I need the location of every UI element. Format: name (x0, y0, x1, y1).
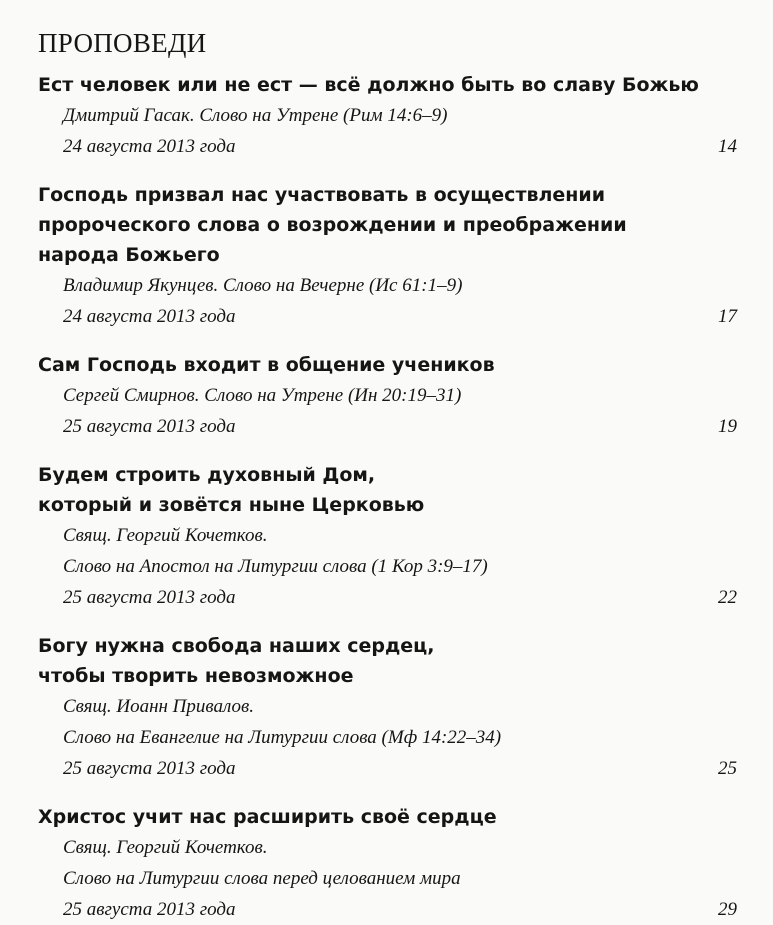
toc-entry-2 (38, 180, 737, 332)
toc-entry-1 (38, 70, 737, 162)
page-number: 14 (718, 136, 737, 157)
toc-entry-6 (38, 802, 737, 925)
page-number: 22 (718, 587, 737, 608)
toc-entry-5 (38, 631, 737, 784)
entry-meta: Свящ. Георгий Кочетков. Слово на Литургии слова перед целованием мира 25 августа 2013 года (63, 837, 461, 920)
entry-title: Ест человек или не ест — всё должно быть во славу Божью (38, 74, 699, 96)
page-number: 19 (718, 416, 737, 437)
entry-meta: Дмитрий Гасак. Слово на Утрене (Рим 14:6–9) 24 августа 2013 года (63, 105, 448, 157)
toc-entry-4 (38, 460, 737, 613)
page-number: 17 (718, 306, 737, 327)
entry-title: Богу нужна свобода наших сердец, чтобы творить невозможное (38, 635, 435, 687)
entry-title: Сам Господь входит в общение учеников (38, 354, 495, 376)
toc-entry-3 (38, 350, 737, 442)
entry-title: Господь призвал нас участвовать в осуществлении пророческого слова о возрождении и преображении народа Божьего (38, 184, 627, 266)
page-number: 25 (718, 758, 737, 779)
entry-title: Будем строить духовный Дом, который и зовётся ныне Церковью (38, 464, 425, 516)
entry-meta: Свящ. Иоанн Привалов. Слово на Евангелие на Литургии слова (Мф 14:22–34) 25 августа 2013 года (63, 696, 502, 779)
entry-meta: Владимир Якунцев. Слово на Вечерне (Ис 61:1–9) 24 августа 2013 года (63, 275, 463, 327)
section-title: ПРОПОВЕДИ (38, 28, 207, 58)
entry-meta: Сергей Смирнов. Слово на Утрене (Ин 20:19–31) 25 августа 2013 года (63, 385, 462, 437)
entry-title: Христос учит нас расширить своё сердце (38, 806, 497, 828)
page-number: 29 (718, 899, 737, 920)
entry-meta: Свящ. Георгий Кочетков. Слово на Апостол на Литургии слова (1 Кор 3:9–17) 25 августа 2013 года (63, 525, 488, 608)
